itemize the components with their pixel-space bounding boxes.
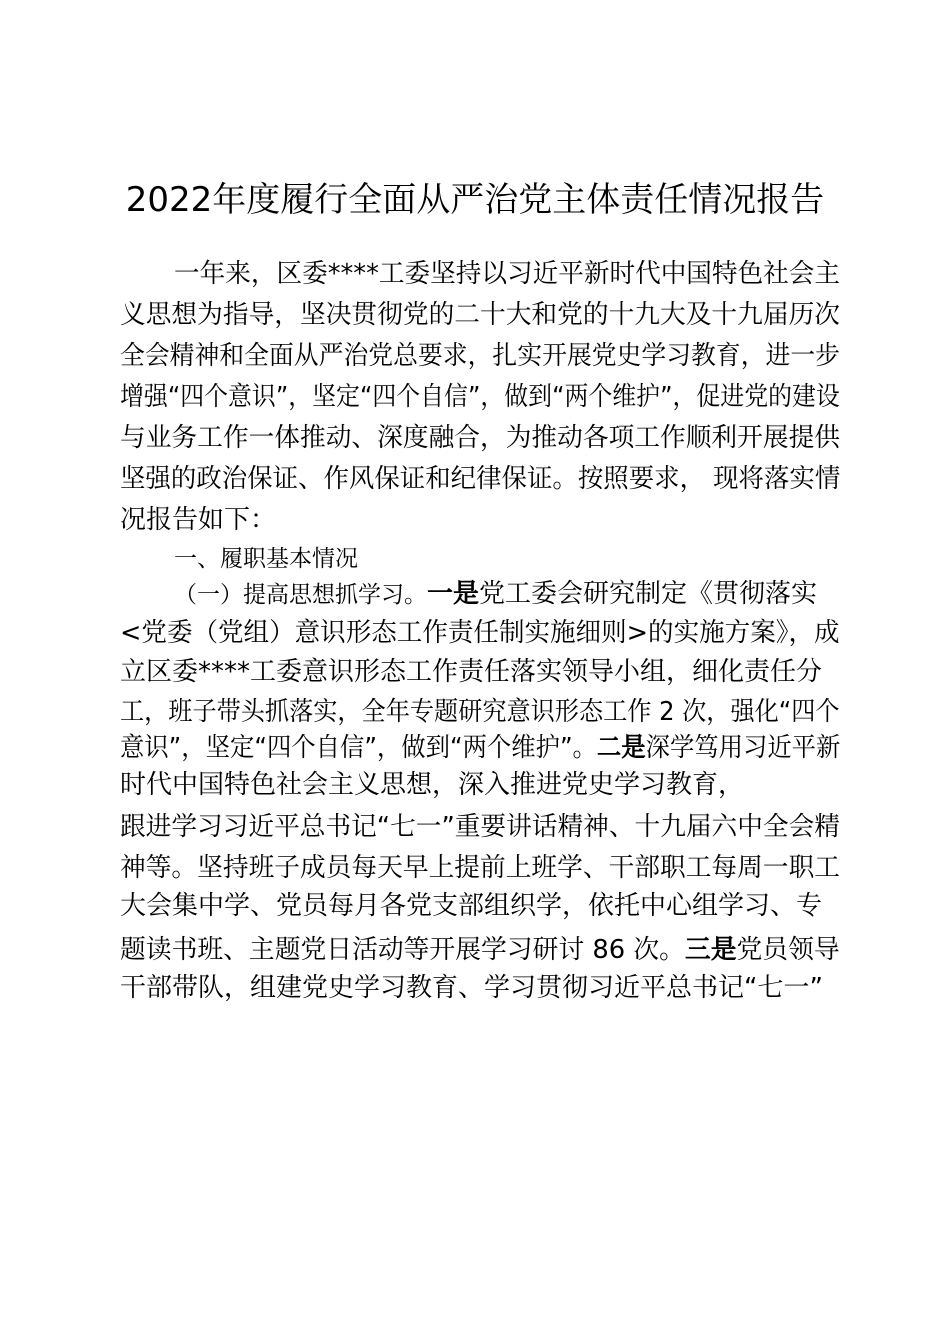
paragraph-text: 党工委会研究制定《贯彻落实 <box>479 579 818 609</box>
paragraph-line: 跟进学习习近平总书记“七一”重要讲话精神、十九届六中全会精 <box>120 812 840 842</box>
paragraph-line: 神等。坚持班子成员每天早上提前上班学、干部职工每周一职工 <box>120 853 841 883</box>
paragraph-line: 干部带队，组建党史学习教育、学习贯彻习近平总书记“七一” <box>120 973 823 1003</box>
intro-line: 义思想为指导，坚决贯彻党的二十大和党的十九大及十九届历次 <box>120 300 841 330</box>
intro-line: 与业务工作一体推动、深度融合，为推动各项工作顺利开展提供 <box>120 423 841 453</box>
paragraph-line <box>120 931 840 969</box>
point-marker: 一是 <box>427 579 480 609</box>
paragraph-line: <党委（党组）意识形态工作责任制实施细则>的实施方案》，成 <box>120 618 840 648</box>
intro-line: 况报告如下： <box>120 505 277 535</box>
intro-line: 增强“四个意识”，坚定“四个自信”，做到“两个维护”，促进党的建设 <box>120 382 840 412</box>
paragraph-text: 深学笃用习近平新 <box>645 733 841 763</box>
point-marker: 三是 <box>684 935 737 965</box>
paragraph-text: 题读书班、主题党日活动等开展学习研讨 86 次。 <box>120 935 685 965</box>
point-marker: 二是 <box>596 733 646 763</box>
paragraph-line: 大会集中学、党员每月各党支部组织学，依托中心组学习、专 <box>120 891 823 921</box>
intro-line: 一年来，区委****工委坚持以习近平新时代中国特色社会主 <box>174 259 841 289</box>
section-heading: 一、履职基本情况 <box>174 546 358 572</box>
paragraph-line: 工，班子带头抓落实，全年专题研究意识形态工作 2 次，强化“四个 <box>120 697 840 727</box>
paragraph-text: 党员领导 <box>736 935 840 965</box>
subsection-line <box>174 575 817 614</box>
subsection-heading: （一）提高思想抓学习。 <box>174 582 427 608</box>
document-title: 2022年度履行全面从严治党主体责任情况报告 <box>125 180 825 220</box>
intro-line: 全会精神和全面从严治党总要求，扎实开展党史学习教育，进一步 <box>120 341 841 371</box>
intro-line: 坚强的政治保证、作风保证和纪律保证。按照要求， 现将落实情 <box>120 464 841 494</box>
paragraph-line <box>120 729 840 767</box>
paragraph-text: 意识”，坚定“四个自信”，做到“两个维护”。 <box>120 733 597 763</box>
paragraph-line: 立区委****工委意识形态工作责任落实领导小组，细化责任分 <box>120 657 823 687</box>
paragraph-line: 时代中国特色社会主义思想，深入推进党史学习教育， <box>120 770 745 800</box>
